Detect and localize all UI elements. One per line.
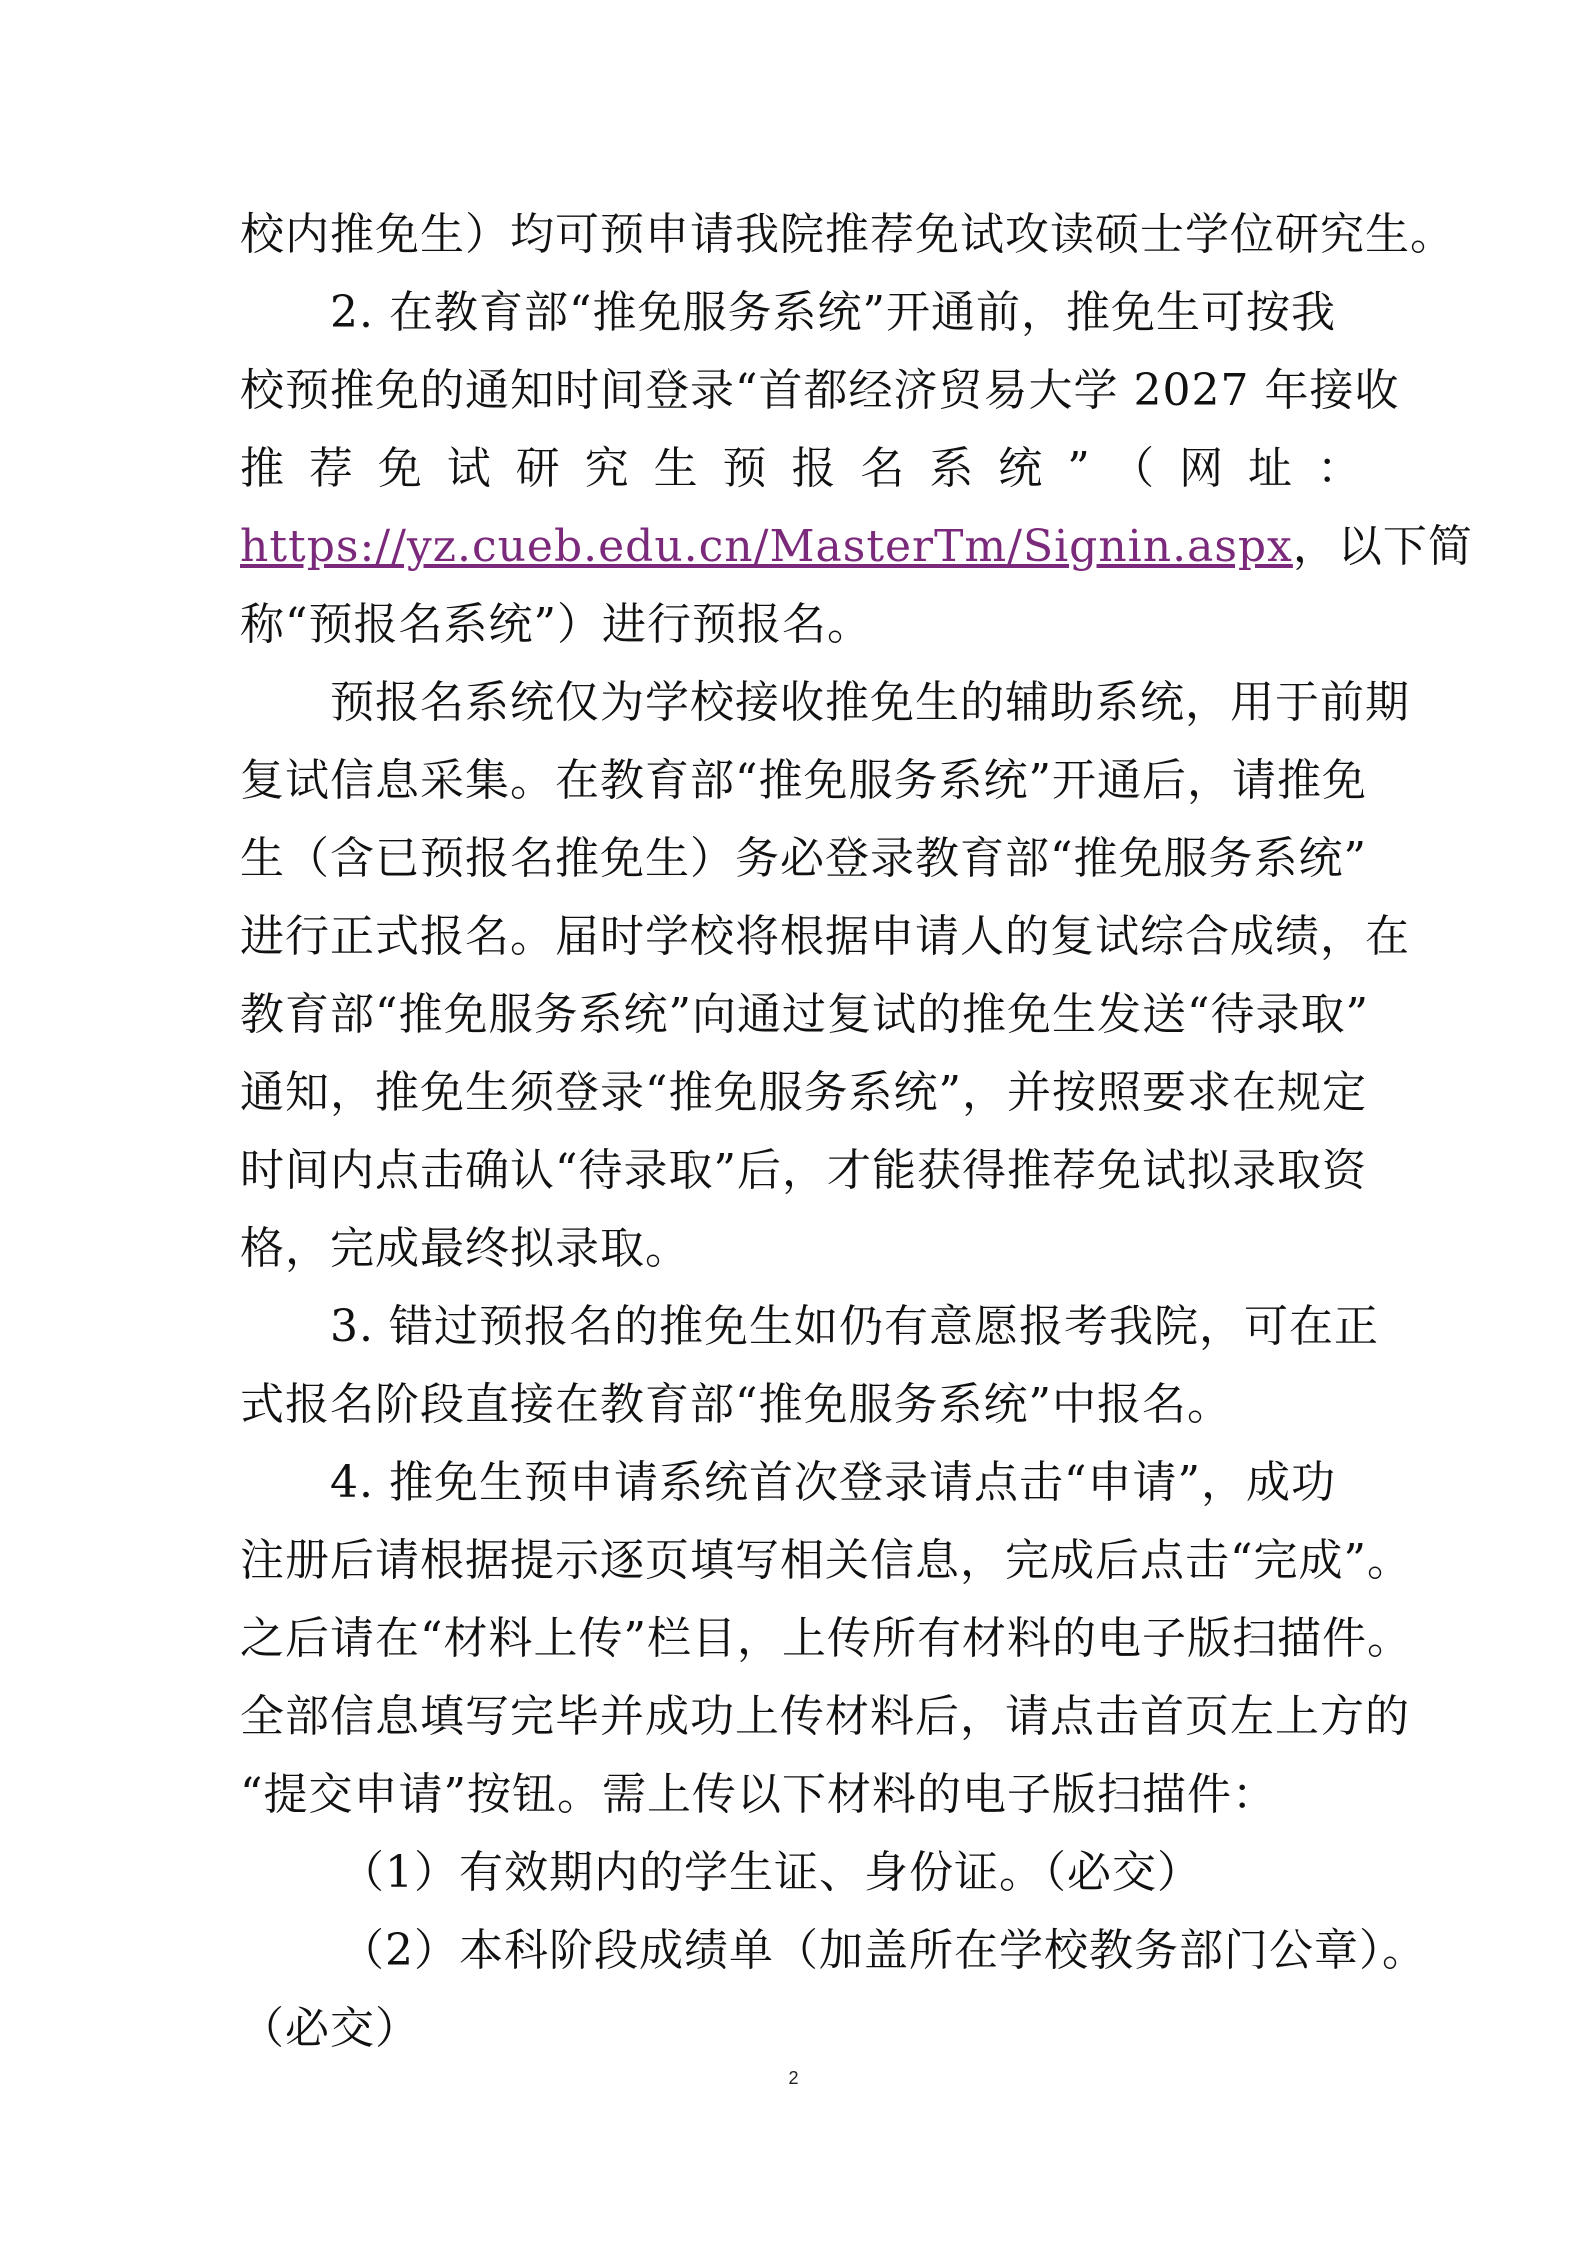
- list-item: （必交）: [240, 2003, 420, 2054]
- text-line: 之后请在“材料上传”栏目，上传所有材料的电子版扫描件。: [240, 1613, 1412, 1664]
- text-line: 3. 错过预报名的推免生如仍有意愿报考我院，可在正: [330, 1301, 1379, 1352]
- list-item: （2）本科阶段成绩单（加盖所在学校教务部门公章）。: [340, 1925, 1427, 1976]
- text-line: 推 荐 免 试 研 究 生 预 报 名 系 统 ” （ 网 址 ：: [240, 443, 1362, 494]
- text-line: 格，完成最终拟录取。: [240, 1223, 690, 1274]
- page-number: 2: [788, 2068, 799, 2088]
- list-item: （1）有效期内的学生证、身份证。（必交）: [340, 1847, 1202, 1898]
- text-line: 校内推免生）均可预申请我院推荐免试攻读硕士学位研究生。: [240, 209, 1455, 260]
- text-line: 注册后请根据提示逐页填写相关信息，完成后点击“完成”。: [240, 1535, 1412, 1586]
- text-line: 教育部“推免服务系统”向通过复试的推免生发送“待录取”: [240, 989, 1369, 1040]
- text-line: 2. 在教育部“推免服务系统”开通前，推免生可按我: [330, 287, 1336, 338]
- url-line: [240, 517, 1473, 577]
- text-line: 时间内点击确认“待录取”后，才能获得推荐免试拟录取资: [240, 1145, 1367, 1196]
- text-line: 校预推免的通知时间登录“首都经济贸易大学 2027 年接收: [240, 365, 1400, 416]
- text-fragment: ，以下简: [1292, 521, 1473, 572]
- text-line: “提交申请”按钮。需上传以下材料的电子版扫描件：: [240, 1769, 1277, 1820]
- text-line: 通知，推免生须登录“推免服务系统”，并按照要求在规定: [240, 1067, 1367, 1118]
- text-line: 称“预报名系统”）进行预报名。: [240, 599, 872, 650]
- text-line: 式报名阶段直接在教育部“推免服务系统”中报名。: [240, 1379, 1232, 1430]
- text-line: 预报名系统仅为学校接收推免生的辅助系统，用于前期: [330, 677, 1410, 728]
- text-line: 全部信息填写完毕并成功上传材料后，请点击首页左上方的: [240, 1691, 1410, 1742]
- text-line: 复试信息采集。在教育部“推免服务系统”开通后，请推免: [240, 755, 1367, 806]
- text-line: 4. 推免生预申请系统首次登录请点击“申请”，成功: [330, 1457, 1336, 1508]
- text-line: 进行正式报名。届时学校将根据申请人的复试综合成绩，在: [240, 911, 1410, 962]
- text-line: 生（含已预报名推免生）务必登录教育部“推免服务系统”: [240, 833, 1367, 884]
- registration-url-link[interactable]: https://yz.cueb.edu.cn/MasterTm/Signin.aspx: [240, 521, 1293, 572]
